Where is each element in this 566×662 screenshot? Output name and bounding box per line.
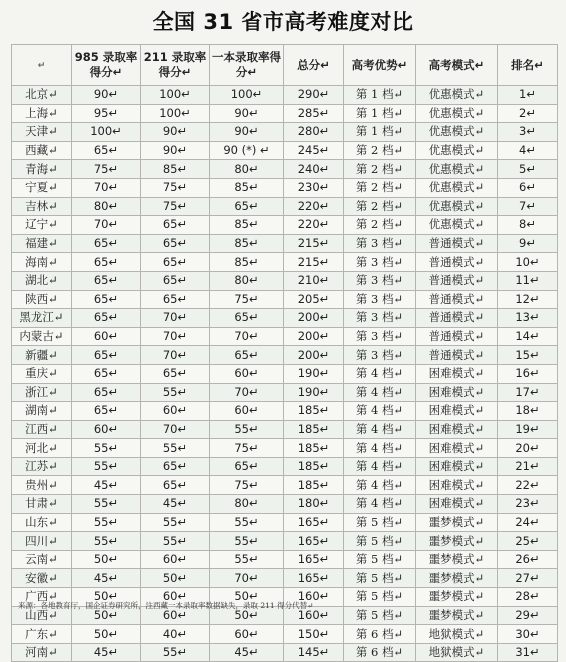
cell-total: 190↵ xyxy=(284,383,344,402)
cell-tier1-score: 85↵ xyxy=(210,234,284,253)
cell-mode: 普通模式↵ xyxy=(416,309,498,328)
cell-rank: 18↵ xyxy=(498,402,558,421)
cell-rank: 6↵ xyxy=(498,178,558,197)
table-row xyxy=(12,476,558,495)
cell-985-score: 65↵ xyxy=(72,364,141,383)
cell-tier1-score: 45↵ xyxy=(210,643,284,662)
cell-province: 山西↵ xyxy=(12,606,72,625)
cell-rank: 1↵ xyxy=(498,86,558,105)
table-body xyxy=(12,86,558,662)
cell-province: 湖北↵ xyxy=(12,271,72,290)
cell-rank: 17↵ xyxy=(498,383,558,402)
cell-total: 185↵ xyxy=(284,420,344,439)
cell-985-score: 45↵ xyxy=(72,643,141,662)
header-tier1-score: 一本录取率得分↵ xyxy=(210,45,284,86)
cell-total: 165↵ xyxy=(284,513,344,532)
table-row xyxy=(12,513,558,532)
cell-985-score: 55↵ xyxy=(72,513,141,532)
cell-rank: 3↵ xyxy=(498,123,558,142)
cell-985-score: 65↵ xyxy=(72,234,141,253)
cell-211-score: 60↵ xyxy=(141,402,210,421)
table-row xyxy=(12,160,558,179)
cell-985-score: 60↵ xyxy=(72,327,141,346)
cell-total: 245↵ xyxy=(284,141,344,160)
cell-province: 河南↵ xyxy=(12,643,72,662)
table-row xyxy=(12,346,558,365)
cell-985-score: 65↵ xyxy=(72,253,141,272)
cell-tier1-score: 65↵ xyxy=(210,309,284,328)
cell-province: 新疆↵ xyxy=(12,346,72,365)
cell-total: 145↵ xyxy=(284,643,344,662)
table-row xyxy=(12,457,558,476)
cell-advantage: 第 5 档↵ xyxy=(344,550,416,569)
table-row xyxy=(12,569,558,588)
page-title: 全国 31 省市高考难度对比 xyxy=(152,10,414,34)
cell-total: 185↵ xyxy=(284,439,344,458)
cell-tier1-score: 50↵ xyxy=(210,588,284,607)
cell-rank: 4↵ xyxy=(498,141,558,160)
cell-total: 160↵ xyxy=(284,588,344,607)
cell-211-score: 55↵ xyxy=(141,439,210,458)
cell-province: 河北↵ xyxy=(12,439,72,458)
cell-tier1-score: 85↵ xyxy=(210,216,284,235)
cell-rank: 19↵ xyxy=(498,420,558,439)
cell-province: 青海↵ xyxy=(12,160,72,179)
cell-total: 215↵ xyxy=(284,253,344,272)
cell-985-score: 55↵ xyxy=(72,439,141,458)
cell-province: 海南↵ xyxy=(12,253,72,272)
cell-mode: 优惠模式↵ xyxy=(416,141,498,160)
cell-mode: 困难模式↵ xyxy=(416,383,498,402)
table-row xyxy=(12,216,558,235)
cell-mode: 困难模式↵ xyxy=(416,364,498,383)
table-row xyxy=(12,234,558,253)
cell-985-score: 65↵ xyxy=(72,346,141,365)
cell-rank: 24↵ xyxy=(498,513,558,532)
cell-mode: 困难模式↵ xyxy=(416,457,498,476)
cell-advantage: 第 5 档↵ xyxy=(344,513,416,532)
cell-tier1-score: 70↵ xyxy=(210,383,284,402)
cell-tier1-score: 90↵ xyxy=(210,104,284,123)
cell-mode: 普通模式↵ xyxy=(416,327,498,346)
cell-advantage: 第 1 档↵ xyxy=(344,123,416,142)
cell-985-score: 95↵ xyxy=(72,104,141,123)
cell-985-score: 50↵ xyxy=(72,625,141,644)
cell-province: 甘肃↵ xyxy=(12,495,72,514)
cell-mode: 噩梦模式↵ xyxy=(416,513,498,532)
cell-advantage: 第 4 档↵ xyxy=(344,364,416,383)
cell-total: 215↵ xyxy=(284,234,344,253)
cell-rank: 2↵ xyxy=(498,104,558,123)
cell-province: 云南↵ xyxy=(12,550,72,569)
cell-211-score: 65↵ xyxy=(141,457,210,476)
table-row xyxy=(12,439,558,458)
table-row xyxy=(12,625,558,644)
table-row xyxy=(12,141,558,160)
cell-211-score: 70↵ xyxy=(141,420,210,439)
header-total: 总分↵ xyxy=(284,45,344,86)
cell-rank: 14↵ xyxy=(498,327,558,346)
cell-province: 广西↵ xyxy=(12,588,72,607)
cell-rank: 5↵ xyxy=(498,160,558,179)
cell-211-score: 65↵ xyxy=(141,290,210,309)
cell-985-score: 65↵ xyxy=(72,383,141,402)
cell-mode: 噩梦模式↵ xyxy=(416,606,498,625)
cell-985-score: 50↵ xyxy=(72,606,141,625)
cell-total: 205↵ xyxy=(284,290,344,309)
cell-mode: 地狱模式↵ xyxy=(416,625,498,644)
cell-rank: 16↵ xyxy=(498,364,558,383)
cell-rank: 27↵ xyxy=(498,569,558,588)
cell-province: 西藏↵ xyxy=(12,141,72,160)
cell-total: 150↵ xyxy=(284,625,344,644)
table-row xyxy=(12,402,558,421)
cell-mode: 普通模式↵ xyxy=(416,290,498,309)
cell-advantage: 第 6 档↵ xyxy=(344,625,416,644)
cell-total: 180↵ xyxy=(284,495,344,514)
cell-total: 200↵ xyxy=(284,346,344,365)
cell-tier1-score: 60↵ xyxy=(210,625,284,644)
table-row xyxy=(12,383,558,402)
cell-advantage: 第 3 档↵ xyxy=(344,271,416,290)
cell-rank: 26↵ xyxy=(498,550,558,569)
cell-mode: 困难模式↵ xyxy=(416,439,498,458)
cell-rank: 29↵ xyxy=(498,606,558,625)
cell-rank: 10↵ xyxy=(498,253,558,272)
cell-tier1-score: 75↵ xyxy=(210,439,284,458)
cell-985-score: 100↵ xyxy=(72,123,141,142)
cell-211-score: 65↵ xyxy=(141,271,210,290)
cell-985-score: 65↵ xyxy=(72,271,141,290)
cell-province: 重庆↵ xyxy=(12,364,72,383)
cell-total: 185↵ xyxy=(284,402,344,421)
cell-985-score: 60↵ xyxy=(72,420,141,439)
ranking-table xyxy=(11,44,558,662)
cell-province: 江苏↵ xyxy=(12,457,72,476)
cell-total: 280↵ xyxy=(284,123,344,142)
cell-mode: 地狱模式↵ xyxy=(416,643,498,662)
cell-total: 200↵ xyxy=(284,327,344,346)
cell-total: 165↵ xyxy=(284,550,344,569)
table-row xyxy=(12,643,558,662)
cell-985-score: 45↵ xyxy=(72,569,141,588)
table-row xyxy=(12,495,558,514)
cell-mode: 普通模式↵ xyxy=(416,253,498,272)
cell-211-score: 60↵ xyxy=(141,606,210,625)
cell-province: 天津↵ xyxy=(12,123,72,142)
table-row xyxy=(12,86,558,105)
cell-211-score: 65↵ xyxy=(141,216,210,235)
cell-rank: 28↵ xyxy=(498,588,558,607)
cell-advantage: 第 3 档↵ xyxy=(344,309,416,328)
cell-tier1-score: 70↵ xyxy=(210,569,284,588)
header-mode: 高考模式↵ xyxy=(416,45,498,86)
cell-advantage: 第 4 档↵ xyxy=(344,439,416,458)
cell-211-score: 55↵ xyxy=(141,643,210,662)
cell-province: 浙江↵ xyxy=(12,383,72,402)
cell-rank: 25↵ xyxy=(498,532,558,551)
cell-mode: 困难模式↵ xyxy=(416,402,498,421)
cell-211-score: 100↵ xyxy=(141,104,210,123)
cell-mode: 优惠模式↵ xyxy=(416,197,498,216)
header-rank: 排名↵ xyxy=(498,45,558,86)
cell-mode: 噩梦模式↵ xyxy=(416,550,498,569)
cell-total: 285↵ xyxy=(284,104,344,123)
cell-advantage: 第 5 档↵ xyxy=(344,569,416,588)
table-row xyxy=(12,327,558,346)
cell-tier1-score: 85↵ xyxy=(210,178,284,197)
cell-211-score: 90↵ xyxy=(141,141,210,160)
cell-mode: 困难模式↵ xyxy=(416,420,498,439)
cell-total: 165↵ xyxy=(284,569,344,588)
cell-mode: 困难模式↵ xyxy=(416,476,498,495)
cell-total: 185↵ xyxy=(284,476,344,495)
cell-total: 185↵ xyxy=(284,457,344,476)
cell-985-score: 50↵ xyxy=(72,588,141,607)
table-row xyxy=(12,197,558,216)
cell-total: 160↵ xyxy=(284,606,344,625)
cell-tier1-score: 80↵ xyxy=(210,160,284,179)
cell-tier1-score: 60↵ xyxy=(210,364,284,383)
cell-total: 240↵ xyxy=(284,160,344,179)
cell-advantage: 第 4 档↵ xyxy=(344,476,416,495)
cell-985-score: 70↵ xyxy=(72,178,141,197)
cell-mode: 噩梦模式↵ xyxy=(416,532,498,551)
cell-advantage: 第 1 档↵ xyxy=(344,104,416,123)
source-note: 来源：各地教育厅，国企证券研究所，注西藏一本录取率数据缺失，录取 211 得分代替↵ xyxy=(18,601,314,610)
cell-province: 宁夏↵ xyxy=(12,178,72,197)
cell-mode: 优惠模式↵ xyxy=(416,104,498,123)
table-row xyxy=(12,309,558,328)
cell-tier1-score: 55↵ xyxy=(210,513,284,532)
cell-mode: 优惠模式↵ xyxy=(416,160,498,179)
cell-mode: 普通模式↵ xyxy=(416,346,498,365)
cell-advantage: 第 4 档↵ xyxy=(344,402,416,421)
cell-rank: 12↵ xyxy=(498,290,558,309)
cell-province: 黑龙江↵ xyxy=(12,309,72,328)
cell-province: 广东↵ xyxy=(12,625,72,644)
cell-rank: 9↵ xyxy=(498,234,558,253)
cell-985-score: 45↵ xyxy=(72,476,141,495)
cell-985-score: 75↵ xyxy=(72,160,141,179)
cell-211-score: 65↵ xyxy=(141,364,210,383)
cell-total: 200↵ xyxy=(284,309,344,328)
cell-211-score: 50↵ xyxy=(141,569,210,588)
header-advantage: 高考优势↵ xyxy=(344,45,416,86)
cell-province: 湖南↵ xyxy=(12,402,72,421)
cell-advantage: 第 4 档↵ xyxy=(344,495,416,514)
header-province: ↵ xyxy=(12,45,72,86)
cell-advantage: 第 2 档↵ xyxy=(344,197,416,216)
cell-985-score: 50↵ xyxy=(72,550,141,569)
cell-province: 江西↵ xyxy=(12,420,72,439)
header-211-score: 211 录取率得分↵ xyxy=(141,45,210,86)
cell-province: 山东↵ xyxy=(12,513,72,532)
table-row xyxy=(12,104,558,123)
cell-advantage: 第 3 档↵ xyxy=(344,290,416,309)
cell-rank: 22↵ xyxy=(498,476,558,495)
cell-rank: 15↵ xyxy=(498,346,558,365)
cell-tier1-score: 55↵ xyxy=(210,550,284,569)
cell-tier1-score: 75↵ xyxy=(210,290,284,309)
cell-mode: 优惠模式↵ xyxy=(416,86,498,105)
table-row xyxy=(12,550,558,569)
table-row xyxy=(12,178,558,197)
cell-211-score: 60↵ xyxy=(141,588,210,607)
cell-total: 165↵ xyxy=(284,532,344,551)
cell-211-score: 65↵ xyxy=(141,234,210,253)
cell-211-score: 70↵ xyxy=(141,327,210,346)
cell-rank: 20↵ xyxy=(498,439,558,458)
cell-211-score: 70↵ xyxy=(141,346,210,365)
table-row xyxy=(12,123,558,142)
cell-211-score: 75↵ xyxy=(141,197,210,216)
cell-mode: 困难模式↵ xyxy=(416,495,498,514)
cell-province: 上海↵ xyxy=(12,104,72,123)
cell-tier1-score: 90↵ xyxy=(210,123,284,142)
cell-211-score: 100↵ xyxy=(141,86,210,105)
cell-rank: 7↵ xyxy=(498,197,558,216)
cell-total: 210↵ xyxy=(284,271,344,290)
cell-mode: 噩梦模式↵ xyxy=(416,569,498,588)
cell-advantage: 第 2 档↵ xyxy=(344,141,416,160)
table-row xyxy=(12,253,558,272)
cell-advantage: 第 2 档↵ xyxy=(344,178,416,197)
cell-advantage: 第 5 档↵ xyxy=(344,606,416,625)
cell-mode: 普通模式↵ xyxy=(416,234,498,253)
table-row xyxy=(12,364,558,383)
cell-mode: 噩梦模式↵ xyxy=(416,588,498,607)
cell-tier1-score: 55↵ xyxy=(210,420,284,439)
cell-tier1-score: 80↵ xyxy=(210,271,284,290)
cell-advantage: 第 3 档↵ xyxy=(344,234,416,253)
cell-rank: 31↵ xyxy=(498,643,558,662)
cell-province: 安徽↵ xyxy=(12,569,72,588)
cell-211-score: 70↵ xyxy=(141,309,210,328)
cell-total: 230↵ xyxy=(284,178,344,197)
cell-rank: 11↵ xyxy=(498,271,558,290)
cell-advantage: 第 2 档↵ xyxy=(344,216,416,235)
cell-985-score: 65↵ xyxy=(72,290,141,309)
cell-985-score: 55↵ xyxy=(72,495,141,514)
cell-985-score: 65↵ xyxy=(72,141,141,160)
cell-advantage: 第 5 档↵ xyxy=(344,532,416,551)
table-row xyxy=(12,290,558,309)
cell-advantage: 第 6 档↵ xyxy=(344,643,416,662)
cell-211-score: 65↵ xyxy=(141,253,210,272)
cell-tier1-score: 80↵ xyxy=(210,495,284,514)
cell-province: 福建↵ xyxy=(12,234,72,253)
cell-tier1-score: 50↵ xyxy=(210,606,284,625)
cell-mode: 优惠模式↵ xyxy=(416,216,498,235)
cell-advantage: 第 3 档↵ xyxy=(344,253,416,272)
cell-advantage: 第 4 档↵ xyxy=(344,383,416,402)
cell-province: 辽宁↵ xyxy=(12,216,72,235)
cell-tier1-score: 90 (*) ↵ xyxy=(210,141,284,160)
cell-mode: 优惠模式↵ xyxy=(416,123,498,142)
cell-tier1-score: 100↵ xyxy=(210,86,284,105)
cell-province: 北京↵ xyxy=(12,86,72,105)
cell-211-score: 55↵ xyxy=(141,383,210,402)
cell-province: 贵州↵ xyxy=(12,476,72,495)
cell-211-score: 45↵ xyxy=(141,495,210,514)
table-row xyxy=(12,532,558,551)
cell-mode: 普通模式↵ xyxy=(416,271,498,290)
cell-advantage: 第 4 档↵ xyxy=(344,457,416,476)
cell-rank: 8↵ xyxy=(498,216,558,235)
cell-tier1-score: 65↵ xyxy=(210,346,284,365)
cell-advantage: 第 4 档↵ xyxy=(344,420,416,439)
cell-985-score: 70↵ xyxy=(72,216,141,235)
cell-advantage: 第 1 档↵ xyxy=(344,86,416,105)
cell-total: 220↵ xyxy=(284,197,344,216)
cell-advantage: 第 5 档↵ xyxy=(344,588,416,607)
cell-province: 吉林↵ xyxy=(12,197,72,216)
cell-211-score: 40↵ xyxy=(141,625,210,644)
cell-total: 190↵ xyxy=(284,364,344,383)
cell-985-score: 90↵ xyxy=(72,86,141,105)
table-row xyxy=(12,420,558,439)
cell-tier1-score: 55↵ xyxy=(210,532,284,551)
cell-211-score: 55↵ xyxy=(141,513,210,532)
cell-rank: 21↵ xyxy=(498,457,558,476)
cell-985-score: 80↵ xyxy=(72,197,141,216)
table-row xyxy=(12,271,558,290)
cell-985-score: 55↵ xyxy=(72,532,141,551)
cell-985-score: 65↵ xyxy=(72,309,141,328)
cell-211-score: 75↵ xyxy=(141,178,210,197)
cell-province: 四川↵ xyxy=(12,532,72,551)
cell-mode: 优惠模式↵ xyxy=(416,178,498,197)
cell-tier1-score: 75↵ xyxy=(210,476,284,495)
cell-985-score: 65↵ xyxy=(72,402,141,421)
cell-tier1-score: 65↵ xyxy=(210,457,284,476)
cell-advantage: 第 2 档↵ xyxy=(344,160,416,179)
header-985-score: 985 录取率得分↵ xyxy=(72,45,141,86)
cell-211-score: 65↵ xyxy=(141,476,210,495)
table-header-row xyxy=(12,45,558,86)
cell-985-score: 55↵ xyxy=(72,457,141,476)
cell-advantage: 第 3 档↵ xyxy=(344,327,416,346)
cell-province: 内蒙古↵ xyxy=(12,327,72,346)
cell-rank: 13↵ xyxy=(498,309,558,328)
cell-211-score: 85↵ xyxy=(141,160,210,179)
cell-province: 陕西↵ xyxy=(12,290,72,309)
cell-211-score: 90↵ xyxy=(141,123,210,142)
cell-211-score: 55↵ xyxy=(141,532,210,551)
cell-rank: 30↵ xyxy=(498,625,558,644)
cell-tier1-score: 85↵ xyxy=(210,253,284,272)
cell-rank: 23↵ xyxy=(498,495,558,514)
cell-211-score: 60↵ xyxy=(141,550,210,569)
cell-advantage: 第 3 档↵ xyxy=(344,346,416,365)
cell-tier1-score: 60↵ xyxy=(210,402,284,421)
cell-total: 290↵ xyxy=(284,86,344,105)
cell-tier1-score: 65↵ xyxy=(210,197,284,216)
cell-total: 220↵ xyxy=(284,216,344,235)
cell-tier1-score: 70↵ xyxy=(210,327,284,346)
